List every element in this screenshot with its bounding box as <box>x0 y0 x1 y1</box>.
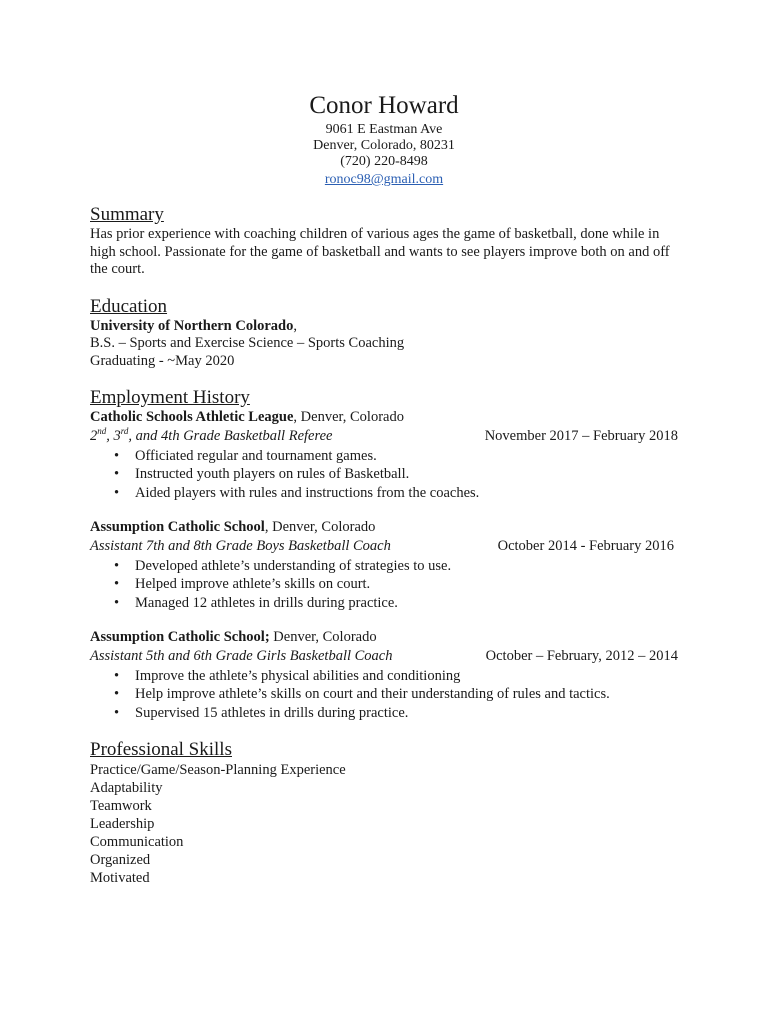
address-line-1: 9061 E Eastman Ave <box>325 122 443 137</box>
education-section <box>90 296 678 371</box>
job-duties-list <box>90 667 678 723</box>
job-dates: October – February, 2012 – 2014 <box>485 647 678 664</box>
skill-item: Adaptability <box>90 780 163 796</box>
job-dates: October 2014 - February 2016 <box>497 537 674 554</box>
list-item: • Officiated regular and tournament games. <box>135 447 678 466</box>
employment-heading: Employment History <box>90 387 250 408</box>
job-duties-list <box>90 447 678 503</box>
email-link[interactable]: ronoc98@gmail.com <box>324 172 444 187</box>
job-location: , Denver, Colorado <box>264 519 376 535</box>
list-item: • Helped improve athlete’s skills on court. <box>135 575 678 594</box>
education-heading: Education <box>90 295 168 317</box>
list-item: • Aided players with rules and instructions from the coaches. <box>135 484 678 503</box>
list-item: • Instructed youth players on rules of Basketball. <box>135 465 678 484</box>
skill-item: Practice/Game/Season-Planning Experience <box>90 762 346 778</box>
job-org: Catholic Schools Athletic League <box>90 409 294 425</box>
school-name: University of Northern Colorado <box>90 317 294 334</box>
degree-line: B.S. – Sports and Exercise Science – Sports Coaching <box>90 335 405 351</box>
job-entry <box>90 409 678 502</box>
skill-item: Leadership <box>90 816 155 832</box>
list-item: • Managed 12 athletes in drills during practice. <box>135 594 678 613</box>
skills-section <box>90 739 678 887</box>
job-location: Denver, Colorado <box>269 629 377 645</box>
job-org: Assumption Catholic School; <box>90 629 270 645</box>
job-org: Assumption Catholic School <box>90 519 265 535</box>
address-line-2: Denver, Colorado, 80231 <box>313 138 455 153</box>
job-role: 2nd, 3rd, and 4th Grade Basketball Referee <box>90 425 333 444</box>
skill-item: Communication <box>90 834 184 850</box>
list-item: • Developed athlete’s understanding of strategies to use. <box>135 557 678 576</box>
graduation-line: Graduating - ~May 2020 <box>90 352 235 369</box>
skills-heading: Professional Skills <box>90 739 232 760</box>
job-duties-list <box>90 557 678 613</box>
job-role-row <box>90 647 678 665</box>
list-item: • Improve the athlete’s physical abilities and conditioning <box>135 667 678 686</box>
job-role-row <box>90 537 678 555</box>
skill-item: Teamwork <box>90 798 152 814</box>
job-entry <box>90 519 678 612</box>
job-location: , Denver, Colorado <box>293 409 404 425</box>
skill-item: Organized <box>90 852 151 868</box>
skill-item: Motivated <box>90 870 150 886</box>
summary-text: Has prior experience with coaching children of various ages the game of basketball, done while in high school. Passionate for the game of basketball and wants to see players improve both on and off the court. <box>90 226 670 277</box>
job-role: Assistant 5th and 6th Grade Girls Basketball Coach <box>90 647 393 664</box>
education-school-line <box>90 318 678 336</box>
school-suffix: , <box>293 317 298 334</box>
job-org-line <box>90 409 678 427</box>
candidate-name: Conor Howard <box>309 92 459 119</box>
summary-heading: Summary <box>90 204 164 225</box>
phone-number: (720) 220-8498 <box>340 154 428 169</box>
list-item: • Help improve athlete’s skills on court and their understanding of rules and tactics. <box>135 685 678 704</box>
job-entry <box>90 629 678 722</box>
job-role-row <box>90 427 678 445</box>
job-org-line <box>90 629 678 647</box>
employment-section <box>90 387 678 722</box>
job-org-line <box>90 519 678 537</box>
resume-page <box>90 90 678 887</box>
list-item: • Supervised 15 athletes in drills during practice. <box>135 704 678 723</box>
summary-section <box>90 204 678 279</box>
resume-header <box>90 90 678 188</box>
job-dates: November 2017 – February 2018 <box>484 427 678 444</box>
job-role: Assistant 7th and 8th Grade Boys Basketball Coach <box>90 537 391 554</box>
